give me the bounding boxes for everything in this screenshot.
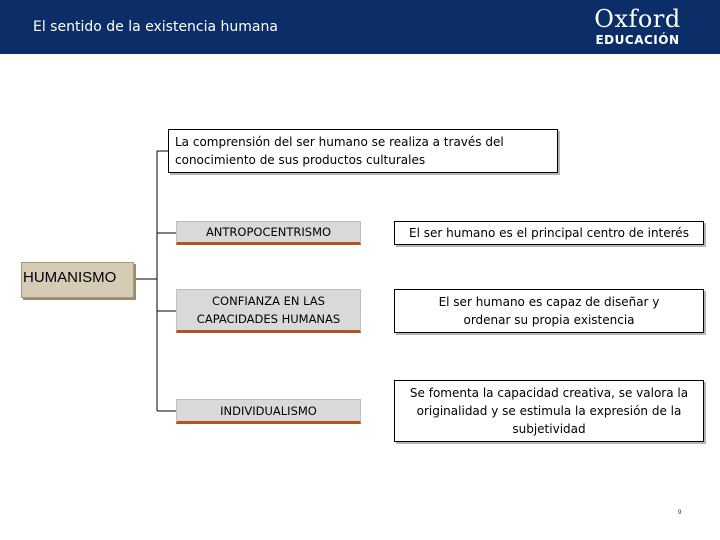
root-node: HUMANISMO: [21, 262, 134, 298]
description-box-individualismo: Se fomenta la capacidad creativa, se valora la originalidad y se estimula la expresión de la subjetividad: [394, 380, 704, 442]
slide-title: El sentido de la existencia humana: [33, 19, 278, 35]
description-box-antropocentrismo: El ser humano es el principal centro de interés: [394, 221, 704, 245]
description-box-confianza: El ser humano es capaz de diseñar y ordenar su propia existencia: [394, 289, 704, 333]
logo-name: Oxford: [594, 5, 681, 33]
concept-box-antropocentrismo: ANTROPOCENTRISMO: [176, 221, 361, 245]
intro-box: La comprensión del ser humano se realiza a través del conocimiento de sus productos culturales: [168, 129, 558, 173]
logo-subtitle: EDUCACIÓN: [595, 33, 680, 47]
concept-box-individualismo: INDIVIDUALISMO: [176, 399, 361, 424]
concept-box-confianza: CONFIANZA EN LAS CAPACIDADES HUMANAS: [176, 289, 361, 333]
page-number: 9: [678, 510, 682, 516]
